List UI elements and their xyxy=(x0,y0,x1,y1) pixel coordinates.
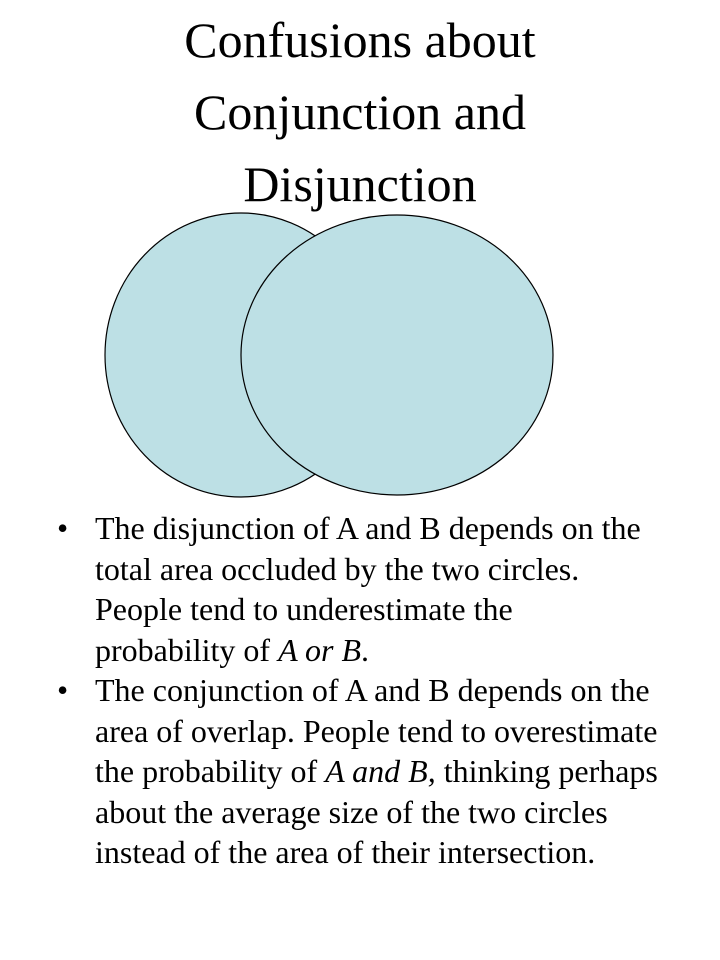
bullet-marker: • xyxy=(57,510,69,546)
venn-diagram xyxy=(0,212,720,502)
bullet-emphasis: A and B, xyxy=(325,753,436,789)
bullet-emphasis: A or B xyxy=(278,631,362,668)
bullet-text: The disjunction of A and B depends on the total area occluded by the two circles. People tend to underestimate the probability of xyxy=(95,510,641,668)
bullet-marker: • xyxy=(57,672,69,708)
circle-b xyxy=(241,215,553,495)
bullet-conjunction xyxy=(57,670,660,873)
bullet-disjunction xyxy=(57,508,660,670)
title-line-2: Conjunction and xyxy=(194,84,526,140)
bullet-text-end: thinking perhaps about the average size of the two circles instead of the area of their intersection. xyxy=(95,753,658,870)
bullet-text: The conjunction of A and B depends on the area of overlap. People tend to overestimate the probability of xyxy=(95,672,658,789)
slide-title xyxy=(0,4,720,220)
bullet-text-end: . xyxy=(361,631,370,668)
bullet-list xyxy=(57,508,660,873)
title-line-3: Disjunction xyxy=(243,156,477,212)
title-line-1: Confusions about xyxy=(184,12,536,68)
